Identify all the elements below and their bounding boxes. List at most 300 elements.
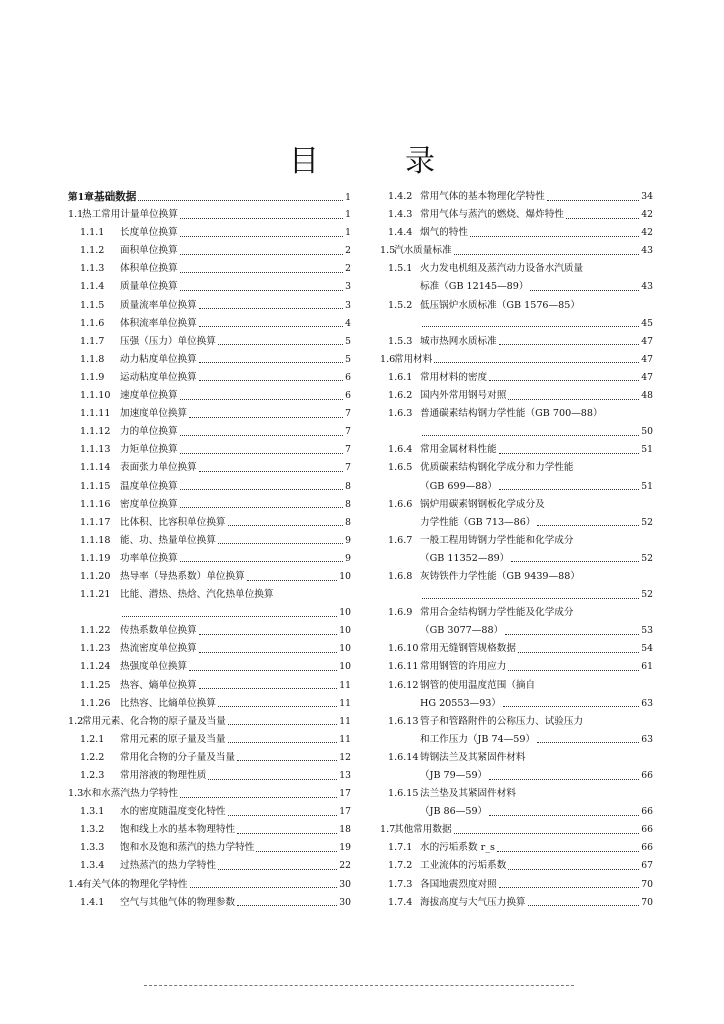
- toc-entry-number: 1.1.21: [80, 589, 111, 601]
- toc-entry-continuation[interactable]: [68, 604, 351, 622]
- toc-entry-number: 1.6.12: [388, 679, 419, 691]
- toc-entry-continuation[interactable]: [380, 586, 653, 604]
- toc-page-number: 61: [641, 661, 653, 673]
- toc-page-number: 67: [641, 860, 653, 872]
- toc-entry-number: 1.6.13: [388, 715, 419, 727]
- toc-entry-number: 1.6.11: [388, 661, 419, 673]
- toc-subsection[interactable]: [68, 622, 351, 640]
- toc-subsection[interactable]: [68, 405, 351, 423]
- leader-dots: [247, 580, 338, 581]
- toc-subsection[interactable]: [68, 224, 351, 242]
- toc-page-number: 11: [339, 679, 351, 691]
- leader-dots: [530, 290, 639, 291]
- toc-entry-number: 1.1.24: [80, 661, 111, 673]
- toc-page-number: 34: [641, 191, 653, 202]
- toc-entry-title: 海拔高度与大气压力换算: [420, 896, 526, 908]
- toc-entry-number: 1.1.20: [80, 570, 111, 582]
- toc-entry-number: 1.1.25: [80, 679, 111, 691]
- toc-entry-continuation[interactable]: [380, 767, 653, 785]
- toc-section[interactable]: [68, 713, 351, 731]
- toc-page-number: 6: [345, 390, 351, 402]
- toc-subsection[interactable]: [380, 333, 653, 351]
- leader-dots: [508, 869, 639, 870]
- toc-entry-title: 管子和管路附件的公称压力、试验压力: [420, 715, 584, 727]
- leader-dots: [180, 290, 344, 291]
- toc-page-number: 10: [339, 661, 351, 673]
- toc-section[interactable]: [380, 821, 653, 839]
- toc-subsection[interactable]: [68, 677, 351, 695]
- toc-entry-number: 1.2.2: [80, 751, 105, 763]
- toc-entry-title: 比热容、比熵单位换算: [120, 697, 216, 709]
- toc-entry-number: 1.7.4: [388, 896, 413, 908]
- toc-entry-title: 普通碳素结构钢力学性能（GB 700—88）: [420, 408, 603, 420]
- toc-entry-number: 1.1.19: [80, 552, 111, 564]
- toc-page-number: 22: [339, 860, 351, 872]
- leader-dots: [180, 254, 344, 255]
- toc-entry-number: 1.4.3: [388, 209, 413, 221]
- leader-dots: [189, 417, 343, 418]
- toc-entry-title: 力的单位换算: [120, 426, 178, 438]
- toc-subsection[interactable]: [380, 297, 653, 315]
- toc-page-number: 11: [339, 733, 351, 745]
- toc-subsection[interactable]: [68, 894, 351, 912]
- toc-entry-number: 1.1.12: [80, 426, 111, 438]
- leader-dots: [180, 561, 344, 562]
- toc-page-number: 52: [641, 589, 653, 601]
- leader-dots: [256, 851, 337, 852]
- toc-subsection[interactable]: [68, 496, 351, 514]
- toc-entry-title: 热导率（导热系数）单位换算: [120, 570, 245, 582]
- toc-entry-title: 密度单位换算: [120, 498, 178, 510]
- toc-subsection[interactable]: [68, 441, 351, 459]
- toc-right-column: [380, 188, 653, 912]
- toc-entry-title: 有关气体的物理化学特性: [82, 878, 188, 890]
- toc-subsection[interactable]: [380, 568, 653, 586]
- toc-entry-continuation[interactable]: [380, 550, 653, 568]
- leader-dots: [199, 326, 343, 327]
- leader-dots: [499, 344, 640, 345]
- leader-dots: [199, 380, 343, 381]
- toc-page-number: 47: [641, 371, 653, 383]
- toc-page-number: 17: [339, 788, 351, 800]
- toc-page-number: 66: [641, 842, 653, 854]
- toc-entry-title: 常用气体的基本物理化学特性: [420, 191, 545, 202]
- toc-subsection[interactable]: [380, 441, 653, 459]
- toc-subsection[interactable]: [68, 695, 351, 713]
- toc-entry-number: 1.1.1: [80, 227, 105, 239]
- toc-entry-title: 常用材料: [394, 353, 433, 365]
- toc-subsection[interactable]: [68, 459, 351, 477]
- toc-page-number: 10: [339, 607, 351, 619]
- toc-entry-number: 1.6: [380, 353, 396, 365]
- toc-entry-title: 空气与其他气体的物理参数: [120, 896, 236, 908]
- toc-page-number: 5: [345, 335, 351, 347]
- toc-entry-number: 1.1.23: [80, 643, 111, 655]
- toc-page-number: 4: [345, 317, 351, 329]
- toc-subsection[interactable]: [68, 839, 351, 857]
- toc-entry-title: 加速度单位换算: [120, 408, 188, 420]
- toc-entry-title: 过热蒸汽的热力学特性: [120, 860, 216, 872]
- leader-dots: [505, 634, 639, 635]
- page-title: [0, 136, 724, 180]
- leader-dots: [499, 453, 640, 454]
- toc-page-number: 50: [641, 426, 653, 438]
- toc-page-number: 70: [641, 878, 653, 890]
- leader-dots: [537, 525, 639, 526]
- toc-entry-number: 1.1.3: [80, 263, 105, 275]
- leader-dots: [237, 760, 337, 761]
- toc-subsection[interactable]: [68, 315, 351, 333]
- toc-entry-number: 1.1.14: [80, 462, 111, 474]
- toc-page-number: 1: [345, 192, 351, 203]
- toc-page-number: 7: [345, 462, 351, 474]
- toc-entry-title: 运动粘度单位换算: [120, 371, 197, 383]
- leader-dots: [422, 598, 639, 599]
- toc-subsection[interactable]: [68, 857, 351, 875]
- toc-entry-title: 和工作压力（JB 74—59）: [420, 733, 536, 745]
- leader-dots: [190, 887, 338, 888]
- toc-page-number: 7: [345, 444, 351, 456]
- toc-entry-title: 动力粘度单位换算: [120, 353, 197, 365]
- toc-entry-title: 表面张力单位换算: [120, 462, 197, 474]
- toc-entry-number: 1.2: [68, 715, 84, 727]
- leader-dots: [189, 670, 337, 671]
- toc-entry-title: 城市热网水质标准: [420, 335, 497, 347]
- toc-subsection[interactable]: [68, 550, 351, 568]
- leader-dots: [503, 706, 639, 707]
- toc-entry-number: 1.1: [68, 209, 84, 221]
- toc-entry-number: 第1章: [68, 192, 94, 203]
- leader-dots: [138, 200, 343, 201]
- toc-entry-number: 1.5.2: [388, 299, 413, 311]
- toc-entry-title: （GB 11352—89）: [420, 552, 510, 564]
- toc-entry-continuation[interactable]: [380, 695, 653, 713]
- toc-entry-continuation[interactable]: [380, 622, 653, 640]
- toc-subsection[interactable]: [380, 459, 653, 477]
- toc-subsection[interactable]: [68, 514, 351, 532]
- toc-section[interactable]: [68, 876, 351, 894]
- toc-page-number: 2: [345, 245, 351, 257]
- leader-dots: [566, 218, 639, 219]
- footer-divider: [144, 985, 574, 986]
- leader-dots: [499, 887, 640, 888]
- toc-section[interactable]: [68, 785, 351, 803]
- toc-entry-number: 1.4: [68, 878, 84, 890]
- toc-entry-number: 1.7.3: [388, 878, 413, 890]
- toc-page-number: 17: [339, 806, 351, 818]
- toc-entry-title: 能、功、热量单位换算: [120, 534, 216, 546]
- toc-subsection[interactable]: [68, 423, 351, 441]
- toc-entry-title: 水的污垢系数 r_s: [420, 842, 495, 854]
- toc-entry-title: 常用元素、化合物的原子量及当量: [82, 715, 226, 727]
- toc-entry-title: 灰铸铁件力学性能（GB 9439—88）: [420, 570, 580, 582]
- leader-dots: [180, 453, 344, 454]
- toc-entry-number: 1.7: [380, 824, 396, 836]
- toc-subsection[interactable]: [380, 260, 653, 278]
- toc-page-number: 1: [345, 227, 351, 239]
- toc-subsection[interactable]: [68, 640, 351, 658]
- toc-entry-title: 常用材料的密度: [420, 371, 488, 383]
- toc-section[interactable]: [380, 351, 653, 369]
- toc-entry-title: 常用气体与蒸汽的燃烧、爆炸特性: [420, 209, 564, 221]
- toc-page-number: 63: [641, 733, 653, 745]
- toc-subsection[interactable]: [380, 405, 653, 423]
- toc-entry-title: HG 20553—93）: [420, 697, 501, 709]
- toc-subsection[interactable]: [380, 369, 653, 387]
- toc-entry-title: 压强（压力）单位换算: [120, 335, 216, 347]
- toc-subsection[interactable]: [380, 604, 653, 622]
- toc-subsection[interactable]: [380, 496, 653, 514]
- toc-page-number: 47: [641, 335, 653, 347]
- toc-entry-number: 1.6.8: [388, 570, 413, 582]
- toc-entry-title: 常用无缝钢管规格数据: [420, 643, 516, 655]
- toc-entry-continuation[interactable]: [380, 315, 653, 333]
- toc-subsection[interactable]: [380, 857, 653, 875]
- toc-subsection[interactable]: [380, 894, 653, 912]
- toc-entry-number: 1.3.4: [80, 860, 105, 872]
- toc-entry-number: 1.1.6: [80, 317, 105, 329]
- leader-dots: [434, 362, 639, 363]
- leader-dots: [228, 724, 337, 725]
- toc-page-number: 54: [641, 643, 653, 655]
- toc-subsection[interactable]: [68, 731, 351, 749]
- toc-entry-title: 工业流体的污垢系数: [420, 860, 507, 872]
- toc-page-number: 9: [345, 552, 351, 564]
- toc-entry-title: （JB 86—59）: [420, 806, 488, 818]
- toc-entry-title: 烟气的特性: [420, 227, 468, 239]
- toc-chapter[interactable]: [68, 188, 351, 206]
- toc-entry-title: 体积流率单位换算: [120, 317, 197, 329]
- toc-entry-title: 其他常用数据: [394, 824, 452, 836]
- toc-subsection[interactable]: [68, 767, 351, 785]
- toc-page-number: 52: [641, 516, 653, 528]
- toc-entry-number: 1.6.10: [388, 643, 419, 655]
- toc-subsection[interactable]: [68, 532, 351, 550]
- toc-page-number: 7: [345, 408, 351, 420]
- toc-entry-title: 国内外常用钢号对照: [420, 390, 507, 402]
- toc-entry-title: 质量流率单位换算: [120, 299, 197, 311]
- toc-subsection[interactable]: [68, 586, 351, 604]
- leader-dots: [422, 326, 639, 327]
- toc-entry-title: （GB 3077—88）: [420, 625, 504, 637]
- toc-subsection[interactable]: [68, 333, 351, 351]
- toc-entry-title: 面积单位换算: [120, 245, 178, 257]
- leader-dots: [499, 489, 639, 490]
- toc-subsection[interactable]: [380, 640, 653, 658]
- toc-entry-title: 钢管的使用温度范围（摘自: [420, 679, 536, 691]
- toc-subsection[interactable]: [68, 351, 351, 369]
- toc-entry-number: 1.1.18: [80, 534, 111, 546]
- toc-entry-number: 1.1.5: [80, 299, 105, 311]
- leader-dots: [228, 742, 338, 743]
- toc-entry-number: 1.6.1: [388, 371, 413, 383]
- toc-subsection[interactable]: [380, 677, 653, 695]
- toc-subsection[interactable]: [380, 839, 653, 857]
- toc-entry-continuation[interactable]: [380, 803, 653, 821]
- toc-entry-number: 1.1.7: [80, 335, 105, 347]
- toc-entry-title: （GB 699—88）: [420, 480, 498, 492]
- leader-dots: [228, 525, 344, 526]
- toc-entry-number: 1.1.11: [80, 408, 111, 420]
- toc-entry-title: 火力发电机组及蒸汽动力设备水汽质量: [420, 263, 584, 275]
- leader-dots: [180, 399, 344, 400]
- toc-subsection[interactable]: [380, 658, 653, 676]
- leader-dots: [180, 507, 344, 508]
- toc-subsection[interactable]: [68, 260, 351, 278]
- toc-entry-title: 低压锅炉水质标准（GB 1576—85）: [420, 299, 580, 311]
- toc-entry-number: 1.4.1: [80, 896, 105, 908]
- toc-page-number: 66: [641, 806, 653, 818]
- leader-dots: [218, 869, 337, 870]
- toc-entry-number: 1.5.1: [388, 263, 413, 275]
- toc-subsection[interactable]: [380, 206, 653, 224]
- toc-subsection[interactable]: [68, 278, 351, 296]
- leader-dots: [454, 833, 640, 834]
- leader-dots: [497, 851, 639, 852]
- toc-entry-title: 力学性能（GB 713—86）: [420, 516, 536, 528]
- toc-entry-number: 1.4.4: [388, 227, 413, 239]
- toc-entry-title: 速度单位换算: [120, 390, 178, 402]
- toc-entry-title: 温度单位换算: [120, 480, 178, 492]
- toc-page-number: 8: [345, 516, 351, 528]
- toc-subsection[interactable]: [68, 242, 351, 260]
- toc-page-number: 51: [641, 480, 653, 492]
- toc-page-number: 10: [339, 570, 351, 582]
- toc-entry-number: 1.6.4: [388, 444, 413, 456]
- toc-page-number: 42: [641, 209, 653, 221]
- toc-entry-title: 饱和线上水的基本物理特性: [120, 824, 236, 836]
- toc-entry-title: 常用钢管的许用应力: [420, 661, 507, 673]
- toc-entry-title: 水和水蒸汽热力学特性: [82, 788, 178, 800]
- toc-entry-title: 功率单位换算: [120, 552, 178, 564]
- toc-entry-title: 比能、潜热、热焓、汽化热单位换算: [120, 589, 274, 601]
- toc-entry-number: 1.6.7: [388, 534, 413, 546]
- leader-dots: [180, 489, 344, 490]
- leader-dots: [422, 435, 639, 436]
- toc-entry-number: 1.7.2: [388, 860, 413, 872]
- toc-page-number: 18: [339, 824, 351, 836]
- toc-subsection[interactable]: [68, 568, 351, 586]
- toc-subsection[interactable]: [380, 876, 653, 894]
- leader-dots: [454, 254, 640, 255]
- toc-page-number: 43: [641, 281, 653, 293]
- toc-page-number: 70: [641, 896, 653, 908]
- toc-page-number: 12: [339, 751, 351, 763]
- leader-dots: [199, 634, 338, 635]
- toc-subsection[interactable]: [68, 658, 351, 676]
- leader-dots: [470, 236, 639, 237]
- toc-page-number: 52: [641, 552, 653, 564]
- toc-entry-title: 质量单位换算: [120, 281, 178, 293]
- toc-entry-continuation[interactable]: [380, 478, 653, 496]
- toc-page-number: 53: [641, 625, 653, 637]
- toc-page-number: 10: [339, 625, 351, 637]
- leader-dots: [537, 742, 639, 743]
- toc-entry-title: 优质碳素结构钢化学成分和力学性能: [420, 462, 574, 474]
- toc-entry-title: 标准（GB 12145—89）: [420, 281, 529, 293]
- leader-dots: [180, 272, 344, 273]
- leader-dots: [199, 362, 343, 363]
- toc-page-number: 19: [339, 842, 351, 854]
- toc-entry-title: 热容、熵单位换算: [120, 679, 197, 691]
- toc-entry-title: 汽水质量标准: [394, 245, 452, 257]
- toc-subsection[interactable]: [68, 749, 351, 767]
- leader-dots: [508, 399, 639, 400]
- toc-entry-number: 1.1.16: [80, 498, 111, 510]
- toc-page-number: 11: [339, 697, 351, 709]
- toc-entry-number: 1.5.3: [388, 335, 413, 347]
- leader-dots: [237, 905, 337, 906]
- toc-section[interactable]: [68, 206, 351, 224]
- toc-entry-number: 1.5: [380, 245, 396, 257]
- toc-entry-continuation[interactable]: [380, 423, 653, 441]
- toc-entry-continuation[interactable]: [380, 514, 653, 532]
- toc-subsection[interactable]: [380, 224, 653, 242]
- toc-entry-number: 1.1.2: [80, 245, 105, 257]
- toc-subsection[interactable]: [380, 387, 653, 405]
- toc-subsection[interactable]: [380, 532, 653, 550]
- toc-page-number: 8: [345, 480, 351, 492]
- toc-subsection[interactable]: [68, 297, 351, 315]
- toc-page-number: 1: [345, 209, 351, 221]
- toc-subsection[interactable]: [380, 713, 653, 731]
- toc-entry-title: 铸钢法兰及其紧固件材料: [420, 751, 526, 763]
- toc-subsection[interactable]: [68, 821, 351, 839]
- toc-entry-title: （JB 79—59）: [420, 770, 488, 781]
- toc-page-number: 42: [641, 227, 653, 239]
- leader-dots: [489, 815, 639, 816]
- toc-subsection[interactable]: [68, 478, 351, 496]
- toc-page-number: 5: [345, 353, 351, 365]
- leader-dots: [511, 561, 639, 562]
- toc-entry-title: 常用溶液的物理性质: [120, 770, 207, 781]
- toc-left-column: [68, 188, 351, 912]
- leader-dots: [208, 779, 337, 780]
- toc-subsection[interactable]: [380, 188, 653, 206]
- toc-entry-continuation[interactable]: [380, 731, 653, 749]
- toc-page-number: 66: [641, 770, 653, 781]
- toc-page-number: 9: [345, 534, 351, 546]
- toc-entry-number: 1.6.2: [388, 390, 413, 402]
- toc-entry-title: 水的密度随温度变化特性: [120, 806, 226, 818]
- toc-page-number: 30: [339, 896, 351, 908]
- toc-entry-number: 1.6.6: [388, 498, 413, 510]
- leader-dots: [199, 688, 338, 689]
- leader-dots: [518, 652, 639, 653]
- toc-subsection[interactable]: [68, 369, 351, 387]
- leader-dots: [218, 706, 337, 707]
- toc-subsection[interactable]: [68, 387, 351, 405]
- toc-entry-number: 1.6.5: [388, 462, 413, 474]
- toc-page-number: 13: [339, 770, 351, 781]
- toc-entry-title: 体积单位换算: [120, 263, 178, 275]
- leader-dots: [489, 380, 639, 381]
- toc-section[interactable]: [380, 242, 653, 260]
- toc-entry-number: 1.1.26: [80, 697, 111, 709]
- toc-entry-continuation[interactable]: [380, 278, 653, 296]
- toc-entry-title: 饱和水及饱和蒸汽的热力学特性: [120, 842, 255, 854]
- toc-entry-title: 常用合金结构钢力学性能及化学成分: [420, 607, 574, 619]
- toc-entry-title: 热工常用计量单位换算: [82, 209, 178, 221]
- toc-subsection[interactable]: [380, 749, 653, 767]
- leader-dots: [218, 344, 343, 345]
- toc-entry-number: 1.1.13: [80, 444, 111, 456]
- title-char-1: 目: [289, 144, 319, 179]
- toc-subsection[interactable]: [380, 785, 653, 803]
- toc-entry-title: 各国地震烈度对照: [420, 878, 497, 890]
- toc-subsection[interactable]: [68, 803, 351, 821]
- toc-entry-title: 常用元素的原子量及当量: [120, 733, 226, 745]
